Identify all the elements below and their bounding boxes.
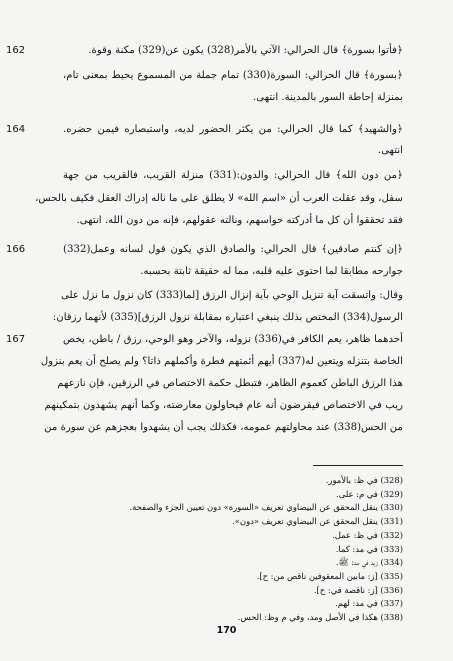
text-line: الرسول(334) المختص بذلك ينبغي اعتباره بمقابلة نزول الرزق](335) لأنهما رزقان: [52, 312, 403, 323]
footnote: (333) في مد: كما. [335, 543, 403, 554]
text-line: ﴿فأتوا بسورة﴾ قال الحرالي: الآتي بالأمر(328) يكون عن(329) مكنة وقوة. [88, 45, 403, 56]
text-line: سفل، وقد عقلت العرب أن «اسم الله» لا يطلق على ما ناله إدراك العقل فكيف بالحس، [35, 193, 403, 204]
text-line: أحدهما ظاهر، يعم الكافر في(336) نزوله، والآخر وهو الوحي، رزق / باطن، يخص [63, 334, 404, 345]
text-line: هذا الرزق الباطن كعموم الظاهر، فتبطل حكمة الاختصاص في الرزقين، فإن نازعهم [57, 378, 403, 389]
footnote: (329) في م: على. [336, 488, 403, 499]
text-line: ﴿من دون الله﴾ قال الحرالي: والدون:(331) منزلة القريب، فالقريب من جهة [63, 170, 404, 181]
text-line: فقد تحققوا أن كل ما أدركته حواسهم، ونالته عقولهم، فإنه من دون الله. انتهى. [76, 215, 403, 226]
verse-number: 164 [6, 124, 26, 135]
footnote: (335) [ز: مابين المعقوفين ناقص من: ح]. [256, 570, 403, 581]
verse-number: 162 [6, 45, 26, 56]
text-line: ﴿بسورة﴾ قال الحرالي: السورة(330) تمام جملة من المسموع يحيط بمعنى تام، [63, 70, 403, 81]
text-line: الخاصة بتنزله ويتعين له(337) أيهم أئمتهم فطرة وأكملهم ذاتا؟ ولم يصلح أن يعم بنزول [40, 356, 403, 367]
text-line: ﴿إن كنتم صادقين﴾ قال الحرالي: والصادق الذي يكون قول لسانه وعمل(332) [63, 244, 403, 255]
verse-number: 166 [6, 244, 26, 255]
text-line: ﴿والشهيد﴾ كما قال الحرالي: من يكثر الحضور لديه، واستبصاره فيمن حضره. [63, 124, 403, 135]
footnote: (331) ينقل المحقق عن البيضاوي تعريف «دون». [232, 516, 403, 527]
footnote: (330) ينقل المحقق عن البيضاوي تعريف «السورة» دون تعيين الجزء والصفحة. [129, 502, 403, 513]
footnote-separator [313, 465, 403, 466]
text-line: وقال: واتسقت آية تنزيل الوحي بآية إنزال الرزق [لما(333) كان نزول ما نزل على [60, 290, 403, 301]
footnote: (332) في ظ: عمل. [332, 529, 403, 540]
text-line: ريب في الاختصاص فيفرضون أنه عام فيحاولون معارضته، وكما أنهم يشهدون بتمكينهم [44, 400, 403, 411]
text-line: بمنزلة إحاطة السور بالمدينة. انتهى. [252, 92, 403, 103]
text-line: جوارحه مطابقا لما احتوى عليه قلبه، مما له حقيقة ثابتة بحسبه. [140, 266, 403, 277]
verse-number: 167 [6, 334, 26, 345]
text-line: انتهى. [377, 145, 403, 156]
footnote: (338) هكذا في الأصل ومد، وفي م وظ: الحس. [237, 612, 403, 622]
text-line: من الحس(338) عند محاولتهم عمومه، فكذلك يجب أن يشهدوا بعجزهم عن سورة من [44, 422, 403, 433]
page-number: 170 [216, 625, 237, 636]
footnote: (334) زيد في مد: ﷺ. [335, 557, 403, 568]
footnote: (336) [ز: ناقصة في: ح]. [313, 584, 403, 595]
footnote: (337) في مد: لهم. [335, 598, 403, 609]
footnote: (328) في ظ: بالأمور. [325, 475, 403, 485]
